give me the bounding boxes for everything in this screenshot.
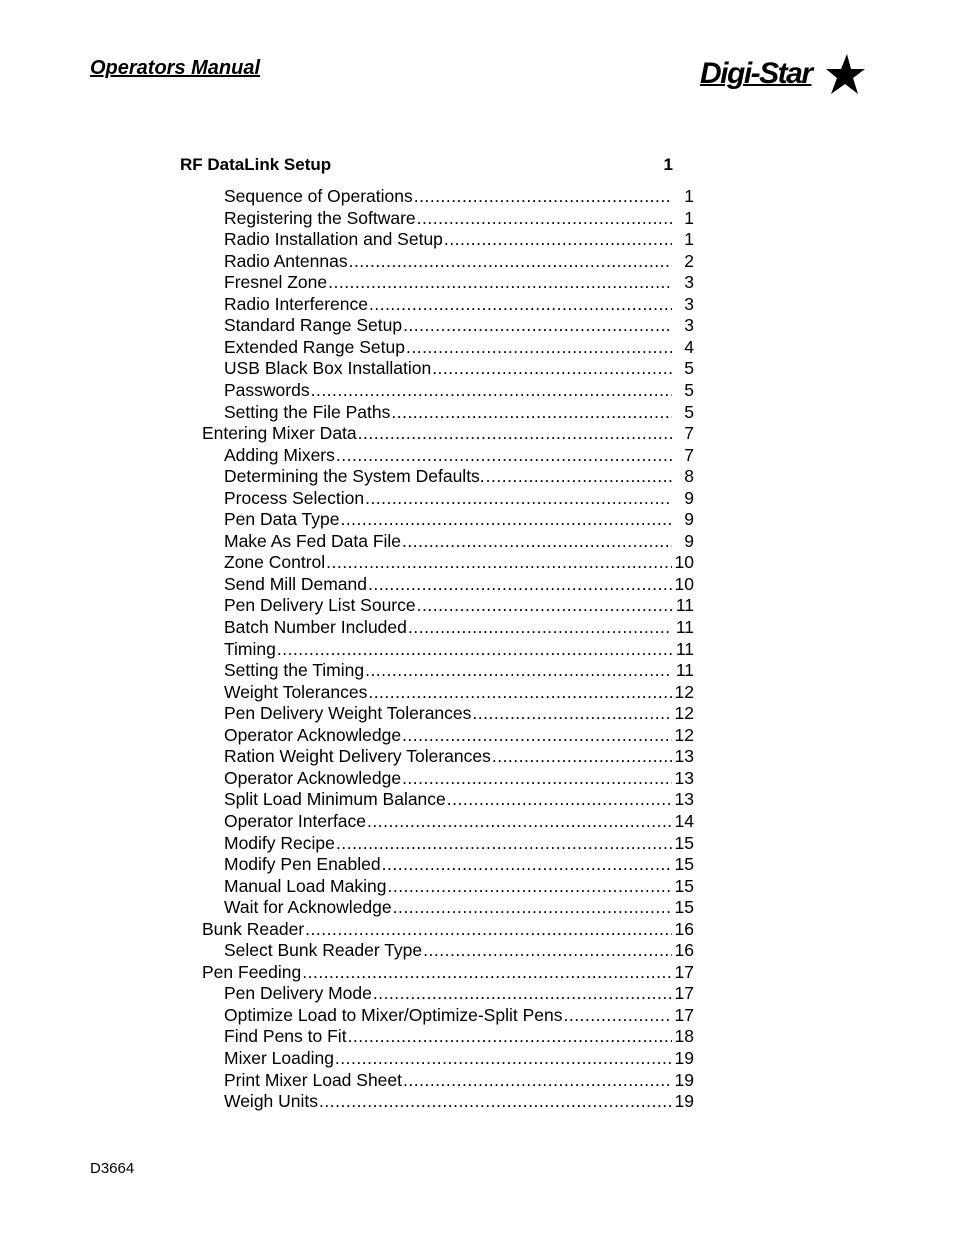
toc-entry[interactable] — [202, 423, 694, 445]
toc-leader-dots — [402, 768, 672, 790]
toc-entry-label: Pen Delivery Weight Tolerances — [224, 703, 472, 724]
toc-leader-dots — [403, 315, 672, 337]
toc-entry[interactable] — [202, 919, 694, 941]
toc-entry-page: 14 — [674, 810, 694, 831]
toc-entry-label: Registering the Software — [224, 207, 416, 228]
toc-entry[interactable] — [224, 509, 694, 531]
toc-entry-page: 19 — [674, 1069, 694, 1090]
toc-entry-page: 12 — [674, 681, 694, 702]
toc-entry[interactable] — [224, 682, 694, 704]
toc-entry-page: 19 — [674, 1048, 694, 1068]
toc-entry[interactable] — [224, 1005, 694, 1027]
toc-entry[interactable] — [224, 703, 694, 725]
toc-entry-page: 4 — [684, 336, 694, 357]
toc-section-heading — [180, 155, 673, 177]
toc-leader-dots — [326, 552, 672, 574]
toc-entry-label: Pen Delivery List Source — [224, 595, 416, 616]
toc-entry-label: Extended Range Setup — [224, 336, 405, 357]
toc-entry-page: 5 — [684, 358, 694, 379]
toc-leader-dots — [417, 595, 672, 617]
toc-leader-dots — [423, 940, 672, 962]
toc-leader-dots — [402, 725, 672, 747]
toc-entry-label: Radio Interference — [224, 293, 368, 314]
toc-section-label: RF DataLink Setup — [180, 155, 332, 174]
toc-entry[interactable] — [224, 229, 694, 251]
toc-entry[interactable] — [224, 358, 694, 380]
toc-entry-page: 12 — [674, 703, 694, 724]
toc-leader-dots — [367, 811, 672, 833]
toc-entry-page: 8 — [684, 466, 694, 487]
toc-leader-dots — [406, 337, 672, 359]
toc-leader-dots — [365, 488, 672, 510]
toc-entry[interactable] — [224, 1070, 694, 1092]
toc-entry[interactable] — [224, 768, 694, 790]
toc-entry[interactable] — [224, 402, 694, 424]
toc-entry[interactable] — [224, 552, 694, 574]
toc-entry-page: 9 — [684, 530, 694, 551]
toc-entry-label: Mixer Loading — [224, 1048, 334, 1068]
toc-leader-dots — [408, 617, 672, 639]
toc-entry-page: 9 — [684, 487, 694, 508]
toc-entry-page: 11 — [675, 617, 694, 637]
toc-entry[interactable] — [224, 380, 694, 402]
toc-entry[interactable] — [224, 488, 694, 510]
toc-leader-dots — [365, 660, 672, 682]
toc-leader-dots — [403, 1070, 672, 1092]
toc-entry[interactable] — [224, 811, 694, 833]
toc-entry-label: Print Mixer Load Sheet — [224, 1069, 403, 1090]
toc-entry-page: 7 — [684, 444, 694, 465]
toc-entry-label: Pen Delivery Mode — [224, 983, 372, 1004]
toc-entry-label: Standard Range Setup — [224, 315, 403, 336]
toc-leader-dots — [486, 466, 672, 488]
toc-entry-page: 17 — [674, 983, 694, 1004]
toc-entry-page: 13 — [674, 767, 694, 788]
toc-leader-dots — [336, 445, 672, 467]
toc-entry-page: 11 — [675, 660, 694, 681]
toc-entry-page: 9 — [684, 509, 694, 530]
toc-entry-page: 3 — [684, 272, 694, 293]
toc-entry-label: Adding Mixers — [224, 444, 335, 465]
toc-entry[interactable] — [224, 789, 694, 811]
toc-entry-page: 17 — [674, 1004, 694, 1025]
toc-entry-page: 16 — [674, 940, 694, 961]
toc-leader-dots — [414, 186, 672, 208]
toc-entry-label: Bunk Reader — [202, 918, 305, 939]
toc-entry-page: 1 — [684, 186, 694, 206]
toc-entry[interactable] — [224, 294, 694, 316]
toc-entry-page: 19 — [674, 1091, 694, 1112]
toc-entry-label: Process Selection — [224, 487, 365, 508]
toc-leader-dots — [563, 1005, 672, 1027]
toc-entry-page: 15 — [674, 854, 694, 875]
toc-entry-page: 16 — [674, 918, 694, 939]
toc-entry[interactable] — [224, 983, 694, 1005]
toc-entry-label: Zone Control — [224, 552, 326, 573]
toc-entry-label: Pen Feeding — [202, 961, 302, 982]
toc-entry-label: USB Black Box Installation — [224, 358, 432, 379]
toc-entry-page: 18 — [674, 1026, 694, 1047]
toc-entry-label: Make As Fed Data File — [224, 530, 402, 551]
toc-entry[interactable] — [224, 445, 694, 467]
toc-leader-dots — [368, 574, 672, 596]
toc-entry-label: Radio Installation and Setup — [224, 229, 443, 250]
toc-entry-label: Optimize Load to Mixer/Optimize-Split Pens — [224, 1004, 563, 1025]
doc-number: D3664 — [90, 1160, 135, 1177]
toc-entry-label: Pen Data Type — [224, 509, 340, 530]
toc-leader-dots — [369, 294, 672, 316]
toc-leader-dots — [444, 229, 672, 251]
toc-entry-label: Entering Mixer Data — [202, 423, 357, 444]
toc-entry[interactable] — [224, 337, 694, 359]
toc-entry-label: Modify Pen Enabled — [224, 854, 381, 875]
toc-entry-label: Fresnel Zone — [224, 272, 328, 293]
toc-leader-dots — [340, 509, 672, 531]
toc-entry[interactable] — [224, 466, 694, 488]
toc-leader-dots — [387, 876, 672, 898]
toc-entry-page: 7 — [684, 423, 694, 444]
toc-leader-dots — [319, 1091, 672, 1113]
toc-entry-label: Find Pens to Fit — [224, 1026, 347, 1047]
toc-entry-label: Radio Antennas — [224, 250, 348, 271]
toc-entry[interactable] — [224, 897, 694, 919]
toc-entry[interactable] — [224, 746, 694, 768]
toc-entry-label: Operator Interface — [224, 810, 367, 831]
toc-entry-page: 13 — [674, 746, 694, 767]
toc-entry[interactable] — [224, 725, 694, 747]
toc-entry-label: Weigh Units — [224, 1091, 319, 1112]
toc-entry[interactable] — [224, 186, 694, 208]
toc-entry-label: Operator Acknowledge — [224, 767, 402, 788]
toc-entry-label: Setting the File Paths — [224, 401, 391, 422]
toc-entry[interactable] — [224, 315, 694, 337]
toc-entry-label: Weight Tolerances — [224, 681, 368, 702]
toc-entry[interactable] — [224, 1091, 694, 1113]
toc-leader-dots — [348, 1026, 672, 1048]
toc-entry[interactable] — [224, 251, 694, 273]
toc-entry[interactable] — [224, 574, 694, 596]
toc-entry-page: 15 — [674, 897, 694, 918]
toc-leader-dots — [349, 251, 672, 273]
toc-leader-dots — [402, 531, 672, 553]
toc-leader-dots — [305, 919, 672, 941]
toc-entry[interactable] — [224, 876, 694, 898]
toc-entry-page: 1 — [684, 207, 694, 228]
toc-leader-dots — [277, 639, 672, 661]
document-title: Operators Manual — [90, 57, 261, 79]
toc-leader-dots — [328, 272, 672, 294]
toc-entry-page: 12 — [674, 724, 694, 745]
toc-entry[interactable] — [224, 639, 694, 661]
toc-leader-dots — [393, 897, 672, 919]
toc-entry-label: Setting the Timing — [224, 660, 365, 681]
toc-leader-dots — [447, 789, 672, 811]
toc-entry-label: Timing — [224, 638, 276, 659]
toc-leader-dots — [373, 983, 672, 1005]
toc-leader-dots — [417, 208, 672, 230]
toc-entry-page: 3 — [684, 315, 694, 336]
toc-leader-dots — [368, 682, 672, 704]
toc-entry-page: 3 — [684, 293, 694, 314]
toc-entry-label: Modify Recipe — [224, 832, 335, 853]
toc-entry-page: 17 — [674, 961, 694, 982]
toc-entry-page: 1 — [684, 229, 694, 250]
logo-text: Digi-Star — [700, 57, 812, 90]
toc-entry-label: Send Mill Demand — [224, 573, 367, 594]
toc-entry[interactable] — [224, 940, 694, 962]
toc-entry-page: 5 — [684, 401, 694, 422]
toc-entry[interactable] — [224, 208, 694, 230]
toc-entry-page: 2 — [684, 250, 694, 271]
toc-entry-label: Sequence of Operations — [224, 186, 413, 206]
toc-leader-dots — [311, 380, 672, 402]
toc-entry-label: Split Load Minimum Balance — [224, 789, 446, 810]
toc-entry[interactable] — [224, 854, 694, 876]
toc-entry-page: 11 — [675, 638, 694, 659]
toc-entry[interactable] — [224, 1026, 694, 1048]
toc-entry-page: 10 — [674, 552, 694, 573]
toc-entry-label: Operator Acknowledge — [224, 724, 402, 745]
digi-star-logo — [700, 54, 866, 98]
toc-entry-label: Ration Weight Delivery Tolerances — [224, 746, 491, 767]
toc-section-page: 1 — [663, 155, 673, 174]
toc-entry-page: 5 — [684, 379, 694, 400]
toc-leader-dots — [492, 746, 672, 768]
toc-entry-label: Wait for Acknowledge — [224, 897, 392, 918]
toc-entry-page: 13 — [674, 789, 694, 810]
toc-entry-label: Manual Load Making — [224, 875, 387, 896]
toc-entry[interactable] — [202, 962, 694, 984]
toc-entry[interactable] — [224, 531, 694, 553]
toc-entry[interactable] — [224, 660, 694, 682]
toc-entry-label: Select Bunk Reader Type — [224, 940, 423, 961]
toc-entry-label: Passwords — [224, 379, 310, 400]
toc-entry[interactable] — [224, 595, 694, 617]
toc-entry-label: Determining the System Defaults. — [224, 466, 485, 487]
toc-leader-dots — [391, 402, 672, 424]
toc-entry-page: 15 — [674, 875, 694, 896]
toc-entry[interactable] — [224, 617, 694, 639]
toc-entry-page: 15 — [674, 832, 694, 853]
toc-entry-page: 10 — [674, 573, 694, 594]
toc-leader-dots — [358, 423, 672, 445]
toc-leader-dots — [302, 962, 672, 984]
star-icon — [821, 54, 865, 96]
toc-leader-dots — [336, 833, 672, 855]
toc-entry-page: 11 — [675, 595, 694, 616]
toc-entry-label: Batch Number Included — [224, 617, 407, 637]
toc-leader-dots — [472, 703, 672, 725]
toc-entry[interactable] — [224, 833, 694, 855]
toc-leader-dots — [432, 358, 672, 380]
toc-leader-dots — [382, 854, 672, 876]
toc-leader-dots — [335, 1048, 672, 1070]
toc-entry[interactable] — [224, 1048, 694, 1070]
toc-entry[interactable] — [224, 272, 694, 294]
